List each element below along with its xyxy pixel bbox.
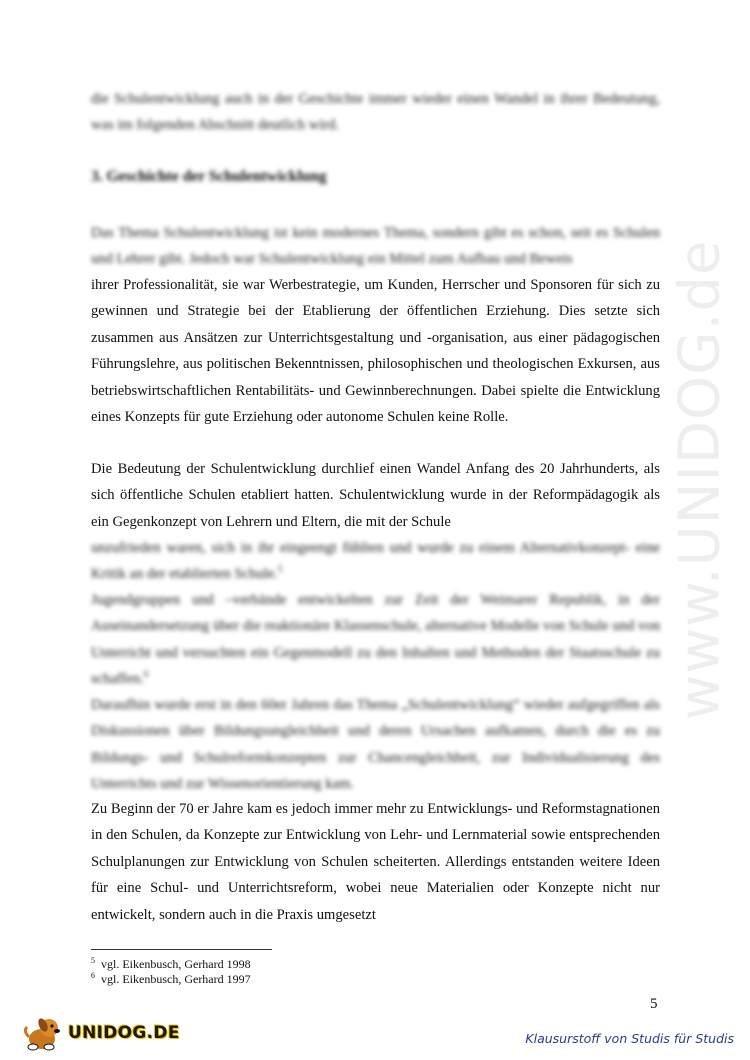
unidog-logo: [22, 1015, 180, 1050]
footnote-ref-6: 6: [143, 669, 149, 680]
section-heading: 3. Geschichte der Schulentwicklung: [91, 168, 327, 185]
footnote-5: [91, 957, 251, 972]
footnote-6-number: 6: [91, 971, 95, 980]
page-number: 5: [650, 996, 658, 1012]
footnotes: [91, 957, 251, 987]
paragraph-1-blurred: Das Thema Schulentwicklung ist kein modernes Thema, sondern gibt es schon, seit es Schulen und Lehrer gibt. Jedoch war Schulentwicklung ein Mittel zum Aufbau und Beweis: [91, 225, 660, 268]
paragraph-1-visible: ihrer Professionalität, sie war Werbestrategie, um Kunden, Herrscher und Sponsoren für sich zu gewinnen und Strategie bei der Etablierung der öffentlichen Erziehung. Dies setzte sich zusammen aus Ansätzen zur Unterrichtsgestaltung und -organisation, aus einer pädagogischen Führungslehre, aus politischen Bekenntnissen, philosophischen und theologischen Exkursen, aus betriebswirtschaftlichen Rentabilitäts- und Gewinnberechnungen. Dabei spielte die Entwicklung eines Konzepts für gute Erziehung oder autonome Schulen keine Rolle.: [91, 277, 660, 426]
footnote-6: [91, 972, 251, 987]
tagline: Klausurstoff von Studis für Studis: [525, 1031, 734, 1046]
logo-text: UNIDOG.DE: [68, 1023, 180, 1043]
footnote-ref-5: 5: [277, 564, 283, 575]
paragraph-4-blurred: Daraufhin wurde erst in den 60er Jahren das Thema „Schulentwicklung“ wieder aufgegriffen als Diskussionen über Bildungsungleichheit und deren Ursachen aufkamen, durch die es zu Bildungs- und Schulreformkonzepten zur Chancengleichheit, zur Individualisierung des Unterrichts und zur Wissenorientierung kam.: [91, 697, 660, 793]
dog-icon: [22, 1015, 66, 1051]
paragraph-3-blurred: [91, 587, 660, 693]
intro-paragraph: die Schulentwicklung auch in der Geschichte immer wieder einen Wandel in ihrer Bedeutung, was im folgenden Abschnitt deutlich wird.: [91, 91, 660, 134]
paragraph-2-blurred-text: unzufrieden waren, sich in ihr eingeengt fühlten und wurde zu einem Alternativkonzept- eine Kritik an der etablierten Schule.: [91, 540, 660, 583]
footnote-divider: [91, 949, 272, 950]
paragraph-3-blurred-text: Jugendgruppen und –verbände entwickelten zur Zeit der Weimarer Republik, in der Auseinandersetzung über die reaktionäre Klassenschule, alternative Modelle von Schule und von Unterricht und versuchten ein Gegenmodell zu den Inhalten und Methoden der Staatsschule zu schaffen.: [91, 592, 660, 688]
paragraph-2-blurred: [91, 535, 660, 588]
paragraph-2-visible: Die Bedeutung der Schulentwicklung durchlief einen Wandel Anfang des 20 Jahrhunderts, als sich öffentliche Schulen etabliert hatten. Schulentwicklung wurde in der Reformpädagogik als ein Gegenkonzept von Lehrern und Eltern, die mit der Schule: [91, 461, 660, 530]
footnote-5-number: 5: [91, 956, 95, 965]
footnote-6-text: vgl. Eikenbusch, Gerhard 1997: [101, 972, 251, 986]
footnote-5-text: vgl. Eikenbusch, Gerhard 1998: [101, 957, 251, 971]
paragraph-5-visible: Zu Beginn der 70 er Jahre kam es jedoch immer mehr zu Entwicklungs- und Reformstagnationen in den Schulen, da Konzepte zur Entwicklung von Lehr- und Lernmaterial sowie entsprechenden Schulplanungen zur Entwicklung von Schulen scheiterten. Allerdings entstanden weitere Ideen für eine Schul- und Unterrichtsreform, wobei neue Materialien oder Konzepte nicht nur entwickelt, sondern auch in die Praxis umgesetzt: [91, 801, 660, 923]
watermark: www.UNIDOG.de: [667, 239, 733, 721]
